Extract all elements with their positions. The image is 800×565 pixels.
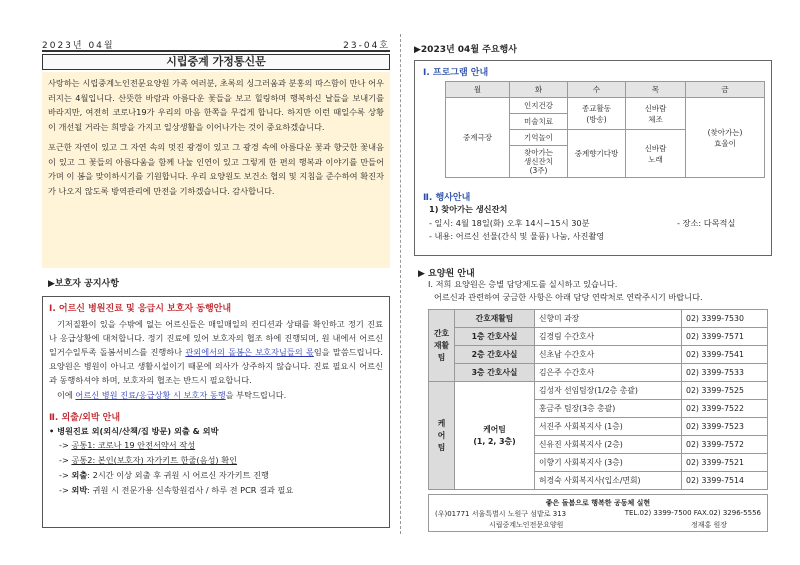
staff-name: 김성자 선임팀장(1/2층 총괄): [535, 382, 682, 400]
event-date: - 일시: 4월 18일(화) 오후 14시~15시 30분: [429, 218, 590, 228]
arrow: ->: [59, 440, 72, 450]
guardian-section-title: ▶보호자 공지사항: [48, 279, 119, 289]
outing-item: [49, 483, 383, 498]
footer-org: 시립중계노인전문요양원: [489, 521, 564, 529]
staff-name: 서진주 사회복지사 (1층): [535, 418, 682, 436]
guardian-notice-box: [42, 296, 390, 528]
request-text-b: 을 부탁드립니다.: [225, 390, 287, 400]
outing-item: [49, 453, 383, 468]
day-header: 월: [446, 82, 510, 98]
intro-letter: [42, 72, 390, 268]
table-row: [429, 310, 768, 328]
outing-item-text: : 2시간 이상 외출 후 귀원 시 어르신 자가키트 진행: [87, 470, 269, 480]
schedule-cell: 찾아가는 생신잔치 (3주): [510, 146, 568, 178]
phone-number[interactable]: 02) 3399-7525: [682, 382, 768, 400]
arrow: ->: [59, 455, 72, 465]
outing-item: [49, 438, 383, 453]
events-section-title: ▶2023년 04월 주요행사: [414, 45, 517, 55]
outing-item: [49, 468, 383, 483]
hospital-paragraph: [49, 317, 383, 387]
day-header: 금: [686, 82, 765, 98]
schedule-cell: 기억놀이: [510, 130, 568, 146]
hospital-heading: Ⅰ. 어르신 병원진료 및 응급시 보호자 동행안내: [49, 304, 232, 314]
team-cell: 간호재활팀: [455, 310, 535, 328]
phone-number[interactable]: 02) 3399-7533: [682, 364, 768, 382]
accompany-link[interactable]: 어르신 병원 진료/응급상황 시 보호자 동행: [75, 390, 226, 400]
staff-name: 신향미 과장: [535, 310, 682, 328]
event-heading: Ⅱ. 행사안내: [423, 193, 471, 203]
phone-number[interactable]: 02) 3399-7522: [682, 400, 768, 418]
schedule-cell: 중계극장: [446, 98, 510, 178]
table-row: [429, 328, 768, 346]
staff-name: 신유진 사회복지사 (2층): [535, 436, 682, 454]
schedule-cell: 신바람 체조: [626, 98, 686, 130]
footer-tel: TEL.02) 3399-7500 FAX.02) 3296-5556: [624, 509, 761, 517]
table-row: [429, 346, 768, 364]
phone-number[interactable]: 02) 3399-7572: [682, 436, 768, 454]
phone-number[interactable]: 02) 3399-7521: [682, 454, 768, 472]
care-team-cell: 케어팀 (1, 2, 3층): [455, 382, 535, 490]
schedule-cell: 종교활동 (방송): [568, 98, 626, 130]
phone-number[interactable]: 02) 3399-7571: [682, 328, 768, 346]
schedule-cell: 신바람 노래: [626, 130, 686, 178]
day-header: 화: [510, 82, 568, 98]
care-team-label: 케 어 팀: [429, 382, 455, 490]
intro-paragraph-2: 포근한 자연이 있고 그 자연 속의 멋진 광경이 있고 그 광경 속에 아름다운 꽃과 향긋한 꽃내음이 있고 그 꽃들의 아름다움을 함께 나눌 인연이 있고 그렇게 한 편의 행복과 이야기를 만들어가며 이 봄을 맞이하시기를 기원합니다. 우리 요양원도 보건소 협의 및 지침을 준수하여 확진자가 나오지 않도록 방역관리에 만전을 기하겠습니다. 감사합니다.: [48, 142, 384, 196]
outing-item-label: 외출: [71, 470, 88, 480]
event-place: - 장소: 다목적실: [677, 218, 736, 228]
request-text-a: 이에: [57, 390, 76, 400]
outing-item-text: 공통2: 본인(보호자) 자가키트 한줄(음성) 확인: [71, 455, 238, 465]
intro-paragraph-1: 사랑하는 시립중계노인전문요양원 가족 여러분, 초록의 싱그러움과 분홍의 따스함이 만나 어우러지는 4월입니다. 산뜻한 바람과 아름다운 꽃들을 보고 힐링하며 행복하신 날들을 보내기를 바라지만, 여전히 코로나19가 우리의 마음 한쪽을 무겁게 합니다. 하지만 이런 때일수록 상황이 개선될 거라는 희망을 가지고 일상생활을 이어나가는 것이 중요하겠습니다.: [48, 78, 384, 132]
phone-number[interactable]: 02) 3399-7523: [682, 418, 768, 436]
phone-number[interactable]: 02) 3399-7541: [682, 346, 768, 364]
event-content: - 내용: 어르신 선물(간식 및 물품) 나눔, 사진촬영: [429, 231, 605, 241]
page-title: 시립중계 가정통신문: [42, 54, 390, 70]
program-heading: Ⅰ. 프로그램 안내: [423, 68, 489, 78]
staff-name: 김은주 수간호사: [535, 364, 682, 382]
staff-name: 홍금주 팀장(3층 총괄): [535, 400, 682, 418]
arrow: ->: [59, 485, 72, 495]
team-cell: 3층 간호사실: [455, 364, 535, 382]
event-title: 1) 찾아가는 생신잔치: [429, 204, 508, 214]
footer-director: 정재홍 원장: [690, 521, 727, 529]
outing-item-label: 외박: [71, 485, 88, 495]
schedule-cell: (찾아가는) 효울이: [686, 98, 765, 178]
facility-section-title: ▶ 요양원 안내: [418, 269, 475, 279]
footer: [428, 494, 768, 532]
outing-item-text: : 귀원 시 전문가용 신속항원검사 / 하루 전 PCR 결과 필요: [87, 485, 294, 495]
staff-name: 신초남 수간호사: [535, 346, 682, 364]
nursing-team-label: 간호 재활 팀: [429, 310, 455, 382]
issue-date: 2023년 04월: [42, 41, 115, 51]
staff-name: 김경림 수간호사: [535, 328, 682, 346]
outing-bullet: • 병원진료 외(외식/산책/집 방문) 외출 & 외박: [49, 426, 219, 436]
contact-table: [428, 309, 768, 490]
team-cell: 2층 간호사실: [455, 346, 535, 364]
day-header: 목: [626, 82, 686, 98]
table-row: [429, 364, 768, 382]
staff-name: 이향기 사회복지사 (3층): [535, 454, 682, 472]
events-box: [414, 60, 772, 256]
staff-name: 허경숙 사회복지사(입소/면회): [535, 472, 682, 490]
table-row: [429, 382, 768, 400]
outing-item-text: 공통1: 코로나 19 안전서약서 작성: [71, 440, 196, 450]
column-divider: [400, 34, 401, 534]
issue-number: 23-04호: [343, 41, 390, 51]
schedule-cell: 중계향기다방: [568, 130, 626, 178]
phone-number[interactable]: 02) 3399-7514: [682, 472, 768, 490]
outing-heading: Ⅱ. 외출/외박 안내: [49, 413, 121, 423]
hospital-text-b: 임을 말씀드립니다. 요양원은 병원이 아니고 생활시설이기 때문에 의사가 상주하지 않습니다. 진료 필요시 어르신과 동행하셔야 하며, 보호자의 협조는 반드시 필요합니다.: [49, 347, 383, 385]
newsletter-header: [42, 36, 390, 52]
phone-number[interactable]: 02) 3399-7530: [682, 310, 768, 328]
facility-line-2: 어르신과 관련하여 궁금한 사항은 아래 담당 연락처로 연락주시기 바랍니다.: [434, 292, 703, 302]
schedule-cell: 미술치료: [510, 114, 568, 130]
team-cell: 1층 간호사실: [455, 328, 535, 346]
accompany-request: [49, 388, 383, 402]
program-schedule-table: [445, 81, 765, 178]
schedule-cell: 인지건강: [510, 98, 568, 114]
facility-line-1: Ⅰ. 저희 요양원은 층별 담당제도를 실시하고 있습니다.: [428, 279, 618, 289]
care-responsibility-link[interactable]: 관외에서의 돌봄은 보호자님들의 몫: [185, 347, 314, 357]
day-header: 수: [568, 82, 626, 98]
footer-address: (우)01771 서울특별시 노원구 섬밭로 313: [435, 510, 567, 518]
arrow: ->: [59, 470, 72, 480]
footer-slogan: 좋은 돌봄으로 행복한 공동체 실현: [545, 499, 651, 507]
hospital-text-a: 기저질환이 있을 수밖에 없는 어르신들은 매일매일의 컨디션과 상태를 확인하고 정기 진료나 응급상황에 대처합니다. 정기 진료에 있어 보호자의 협조 하에 진행되며, 원 내에서 어르신 일거수일투족 돌봄서비스를 진행하나: [49, 319, 383, 357]
